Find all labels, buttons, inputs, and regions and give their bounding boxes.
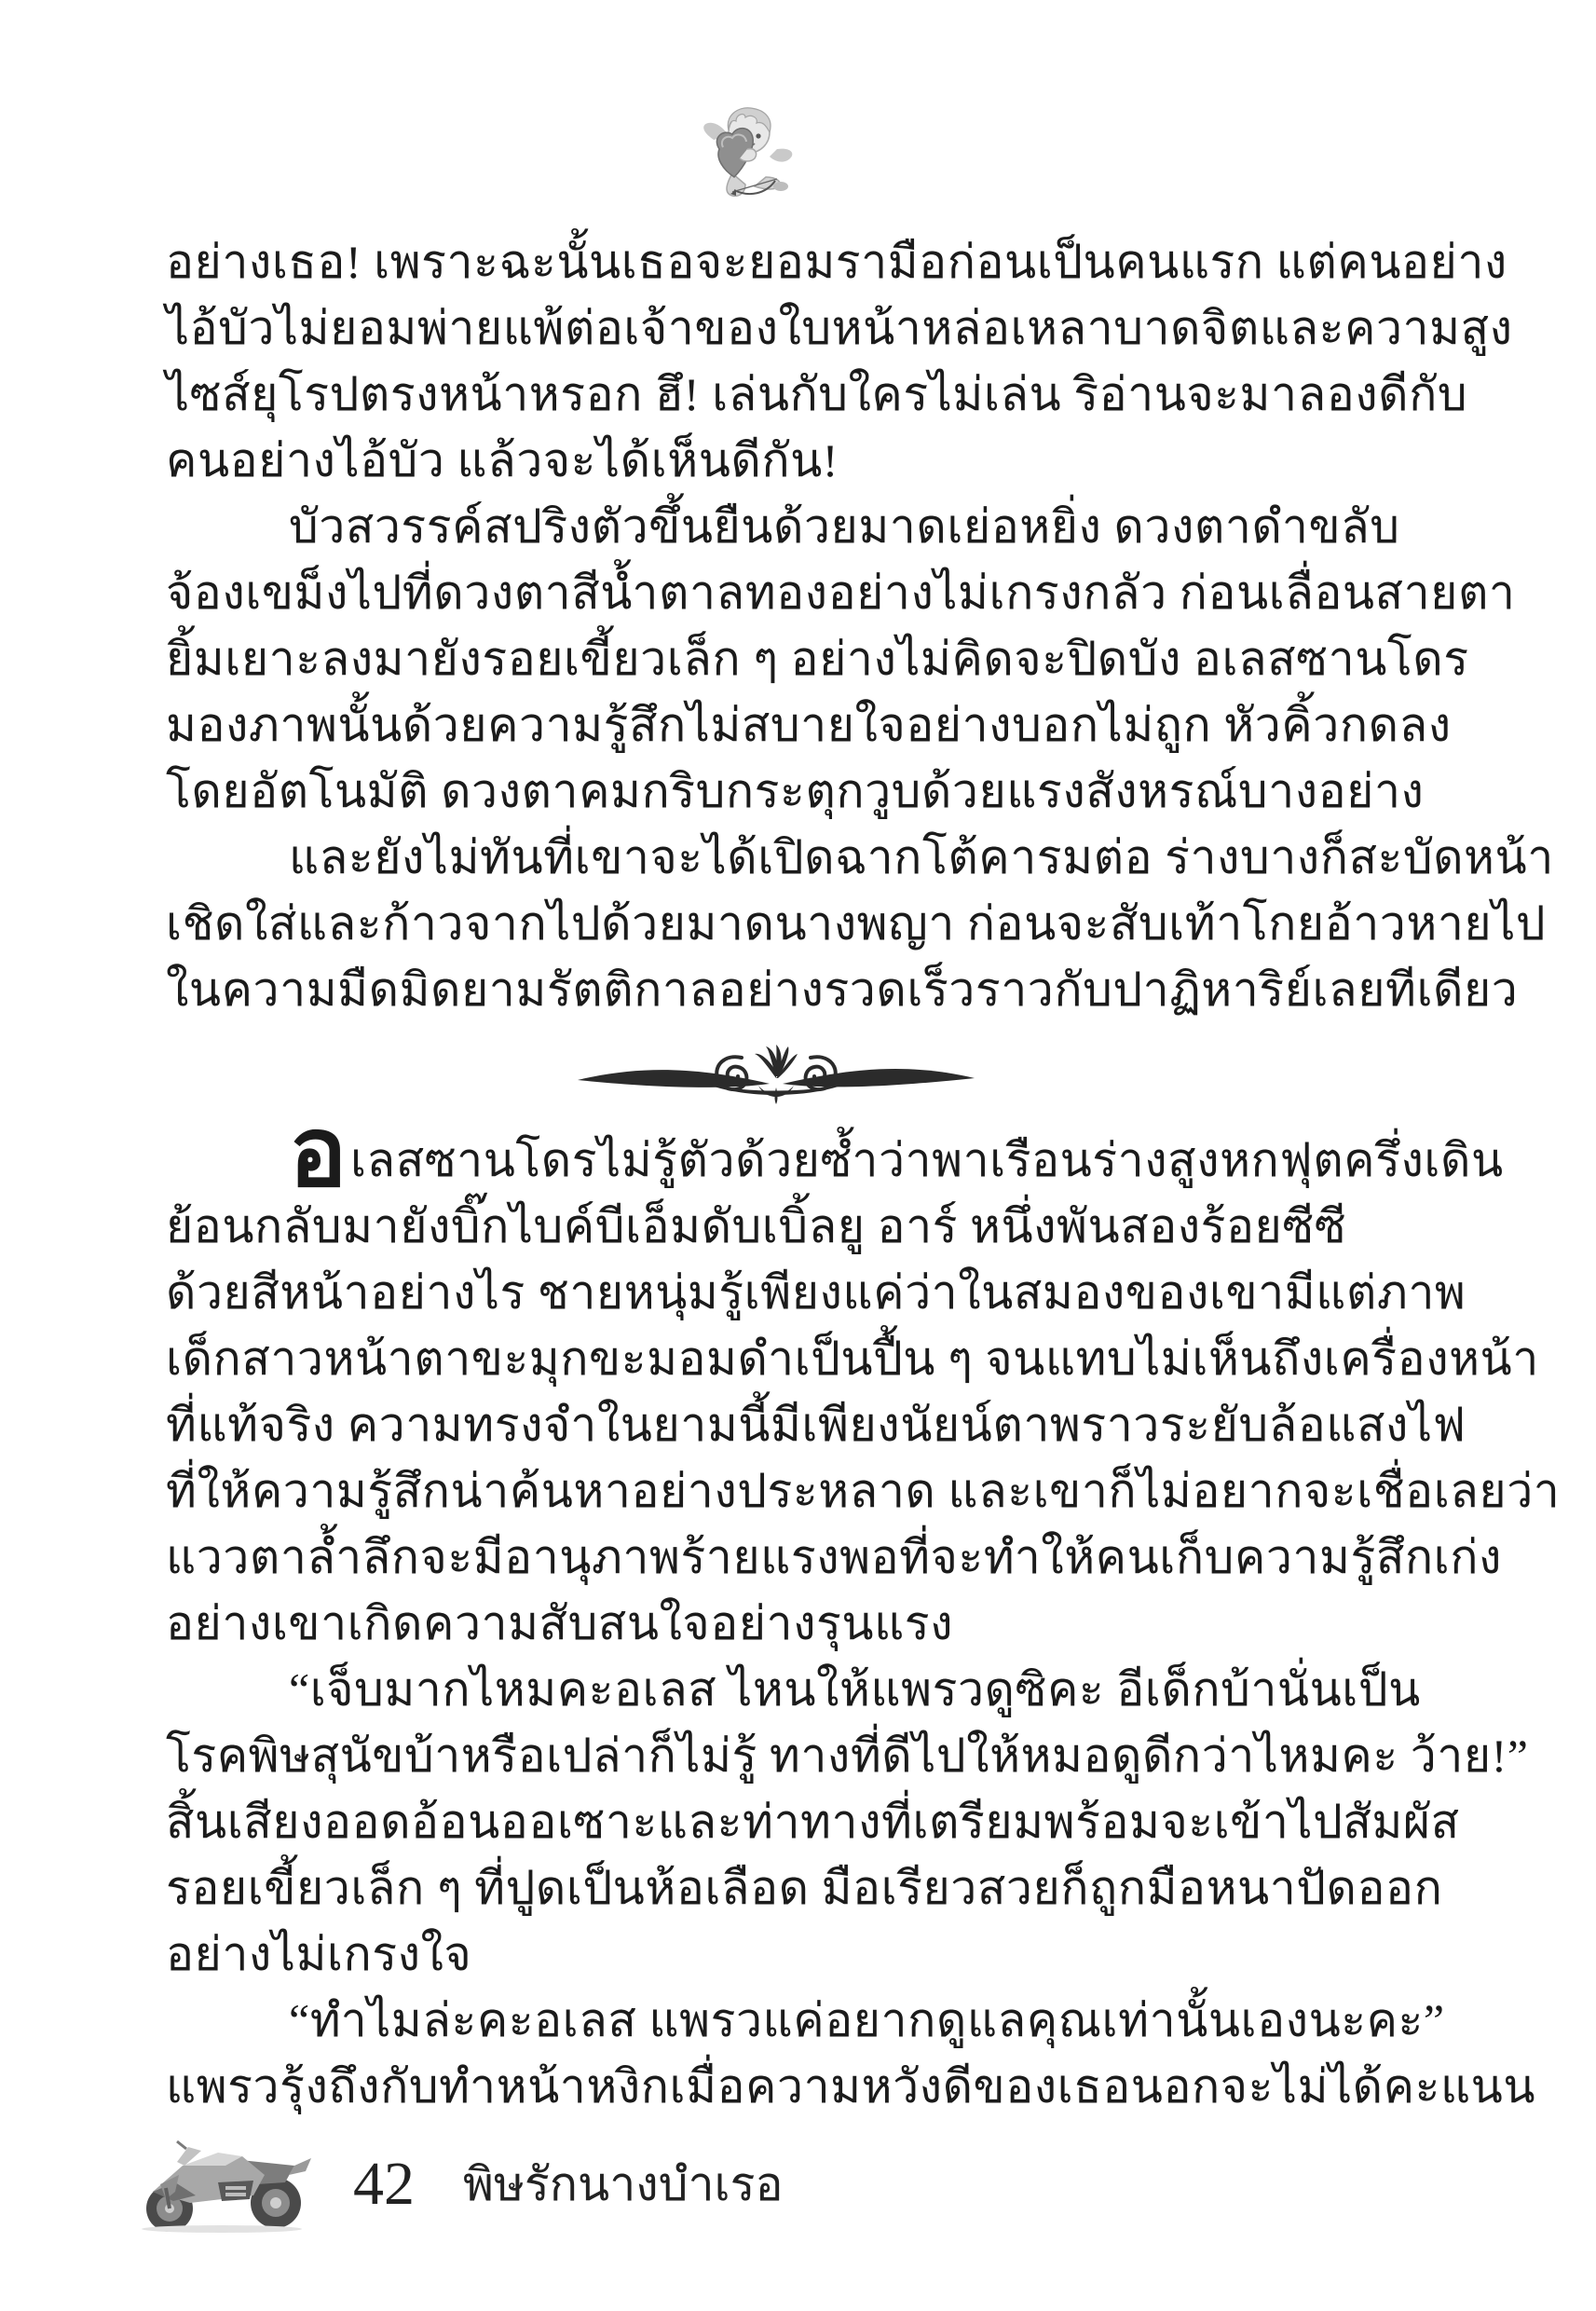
- text-line: ที่แท้จริง ความทรงจำในยามนี้มีเพียงนัยน์ตาพราวระยับล้อแสงไฟ: [166, 1399, 1466, 1451]
- page-footer: [129, 2134, 784, 2235]
- text-line: จ้องเขม็งไปที่ดวงตาสีน้ำตาลทองอย่างไม่เกรงกลัว ก่อนเลื่อนสายตา: [166, 567, 1516, 619]
- motorcycle-icon: [129, 2134, 320, 2235]
- text-line: ไอ้บัวไม่ยอมพ่ายแพ้ต่อเจ้าของใบหน้าหล่อเหลาบาดจิตและความสูง: [166, 302, 1513, 354]
- text-line: บัวสวรรค์สปริงตัวขึ้นยืนด้วยมาดเย่อหยิ่ง ดวงตาดำขลับ: [289, 500, 1400, 553]
- text-line: รอยเขี้ยวเล็ก ๆ ที่ปูดเป็นห้อเลือด มือเรียวสวยก็ถูกมือหนาปัดออก: [166, 1862, 1443, 1914]
- text-line: อย่างไม่เกรงใจ: [166, 1928, 472, 1980]
- text-line: อย่างเขาเกิดความสับสนใจอย่างรุนแรง: [166, 1597, 954, 1649]
- text-line: “ทำไมล่ะคะอเลส แพรวแค่อยากดูแลคุณเท่านั้นเองนะคะ”: [289, 1994, 1445, 2046]
- text-line: “เจ็บมากไหมคะอเลส ไหนให้แพรวดูซิคะ อีเด็กบ้านั่นเป็น: [289, 1663, 1421, 1716]
- text-line: ในความมืดมิดยามรัตติกาลอย่างรวดเร็วราวกับปาฏิหาริย์เลยทีเดียว: [166, 964, 1519, 1016]
- text-line: ที่ให้ความรู้สึกน่าค้นหาอย่างประหลาด และเขาก็ไม่อยากจะเชื่อเลยว่า: [166, 1465, 1561, 1517]
- text-line: โรคพิษสุนัขบ้าหรือเปล่าก็ไม่รู้ ทางที่ดีไปให้หมอดูดีกว่าไหมคะ ว้าย!”: [166, 1730, 1529, 1782]
- text-line: สิ้นเสียงออดอ้อนออเซาะและท่าทางที่เตรียมพร้อมจะเข้าไปสัมผัส: [166, 1796, 1460, 1848]
- page-number: 42: [353, 2150, 415, 2218]
- text-line: เด็กสาวหน้าตาขะมุกขะมอมดำเป็นปื้น ๆ จนแทบไม่เห็นถึงเครื่องหน้า: [166, 1333, 1539, 1385]
- text-line: ไซส์ยุโรปตรงหน้าหรอก ฮึ! เล่นกับใครไม่เล่น ริอ่านจะมาลองดีกับ: [166, 368, 1468, 420]
- text-line: เชิดใส่และก้าวจากไปด้วยมาดนางพญา ก่อนจะสับเท้าโกยอ้าวหายไป: [166, 897, 1547, 950]
- text-line: ยิ้มเยาะลงมายังรอยเขี้ยวเล็ก ๆ อย่างไม่คิดจะปิดบัง อเลสซานโดร: [166, 633, 1469, 685]
- text-line: อย่างเธอ! เพราะฉะนั้นเธอจะยอมรามือก่อนเป็นคนแรก แต่คนอย่าง: [166, 236, 1507, 288]
- text-line: ด้วยสีหน้าอย่างไร ชายหนุ่มรู้เพียงแค่ว่าในสมองของเขามีแต่ภาพ: [166, 1266, 1466, 1319]
- body-text: [166, 229, 1561, 2120]
- text-line: คนอย่างไอ้บัว แล้วจะได้เห็นดีกัน!: [166, 434, 839, 486]
- section-divider: [166, 1023, 1442, 1128]
- text-line: มองภาพนั้นด้วยความรู้สึกไม่สบายใจอย่างบอกไม่ถูก หัวคิ้วกดลง: [166, 699, 1452, 751]
- text-line: ย้อนกลับมายังบิ๊กไบค์บีเอ็มดับเบิ้ลยู อาร์ หนึ่งพันสองร้อยซีซี: [166, 1200, 1347, 1252]
- text-line: โดยอัตโนมัติ ดวงตาคมกริบกระตุกวูบด้วยแรงสังหรณ์บางอย่าง: [166, 765, 1425, 817]
- text-line: และยังไม่ทันที่เขาจะได้เปิดฉากโต้คารมต่อ ร่างบางก็สะบัดหน้า: [289, 831, 1554, 883]
- text-line: แววตาล้ำลึกจะมีอานุภาพร้ายแรงพอที่จะทำให้คนเก็บความรู้สึกเก่ง: [166, 1531, 1502, 1583]
- ornamental-flourish-icon: [576, 1043, 976, 1108]
- cupid-heart-icon: [697, 101, 799, 208]
- text-line: อเลสซานโดรไม่รู้ตัวด้วยซ้ำว่าพาเรือนร่างสูงหกฟุตครึ่งเดิน: [289, 1100, 1504, 1207]
- book-title: พิษรักนางบำเรอ: [463, 2157, 784, 2210]
- text-line: แพรวรุ้งถึงกับทำหน้าหงิกเมื่อความหวังดีของเธอนอกจะไม่ได้คะแนน: [166, 2060, 1536, 2113]
